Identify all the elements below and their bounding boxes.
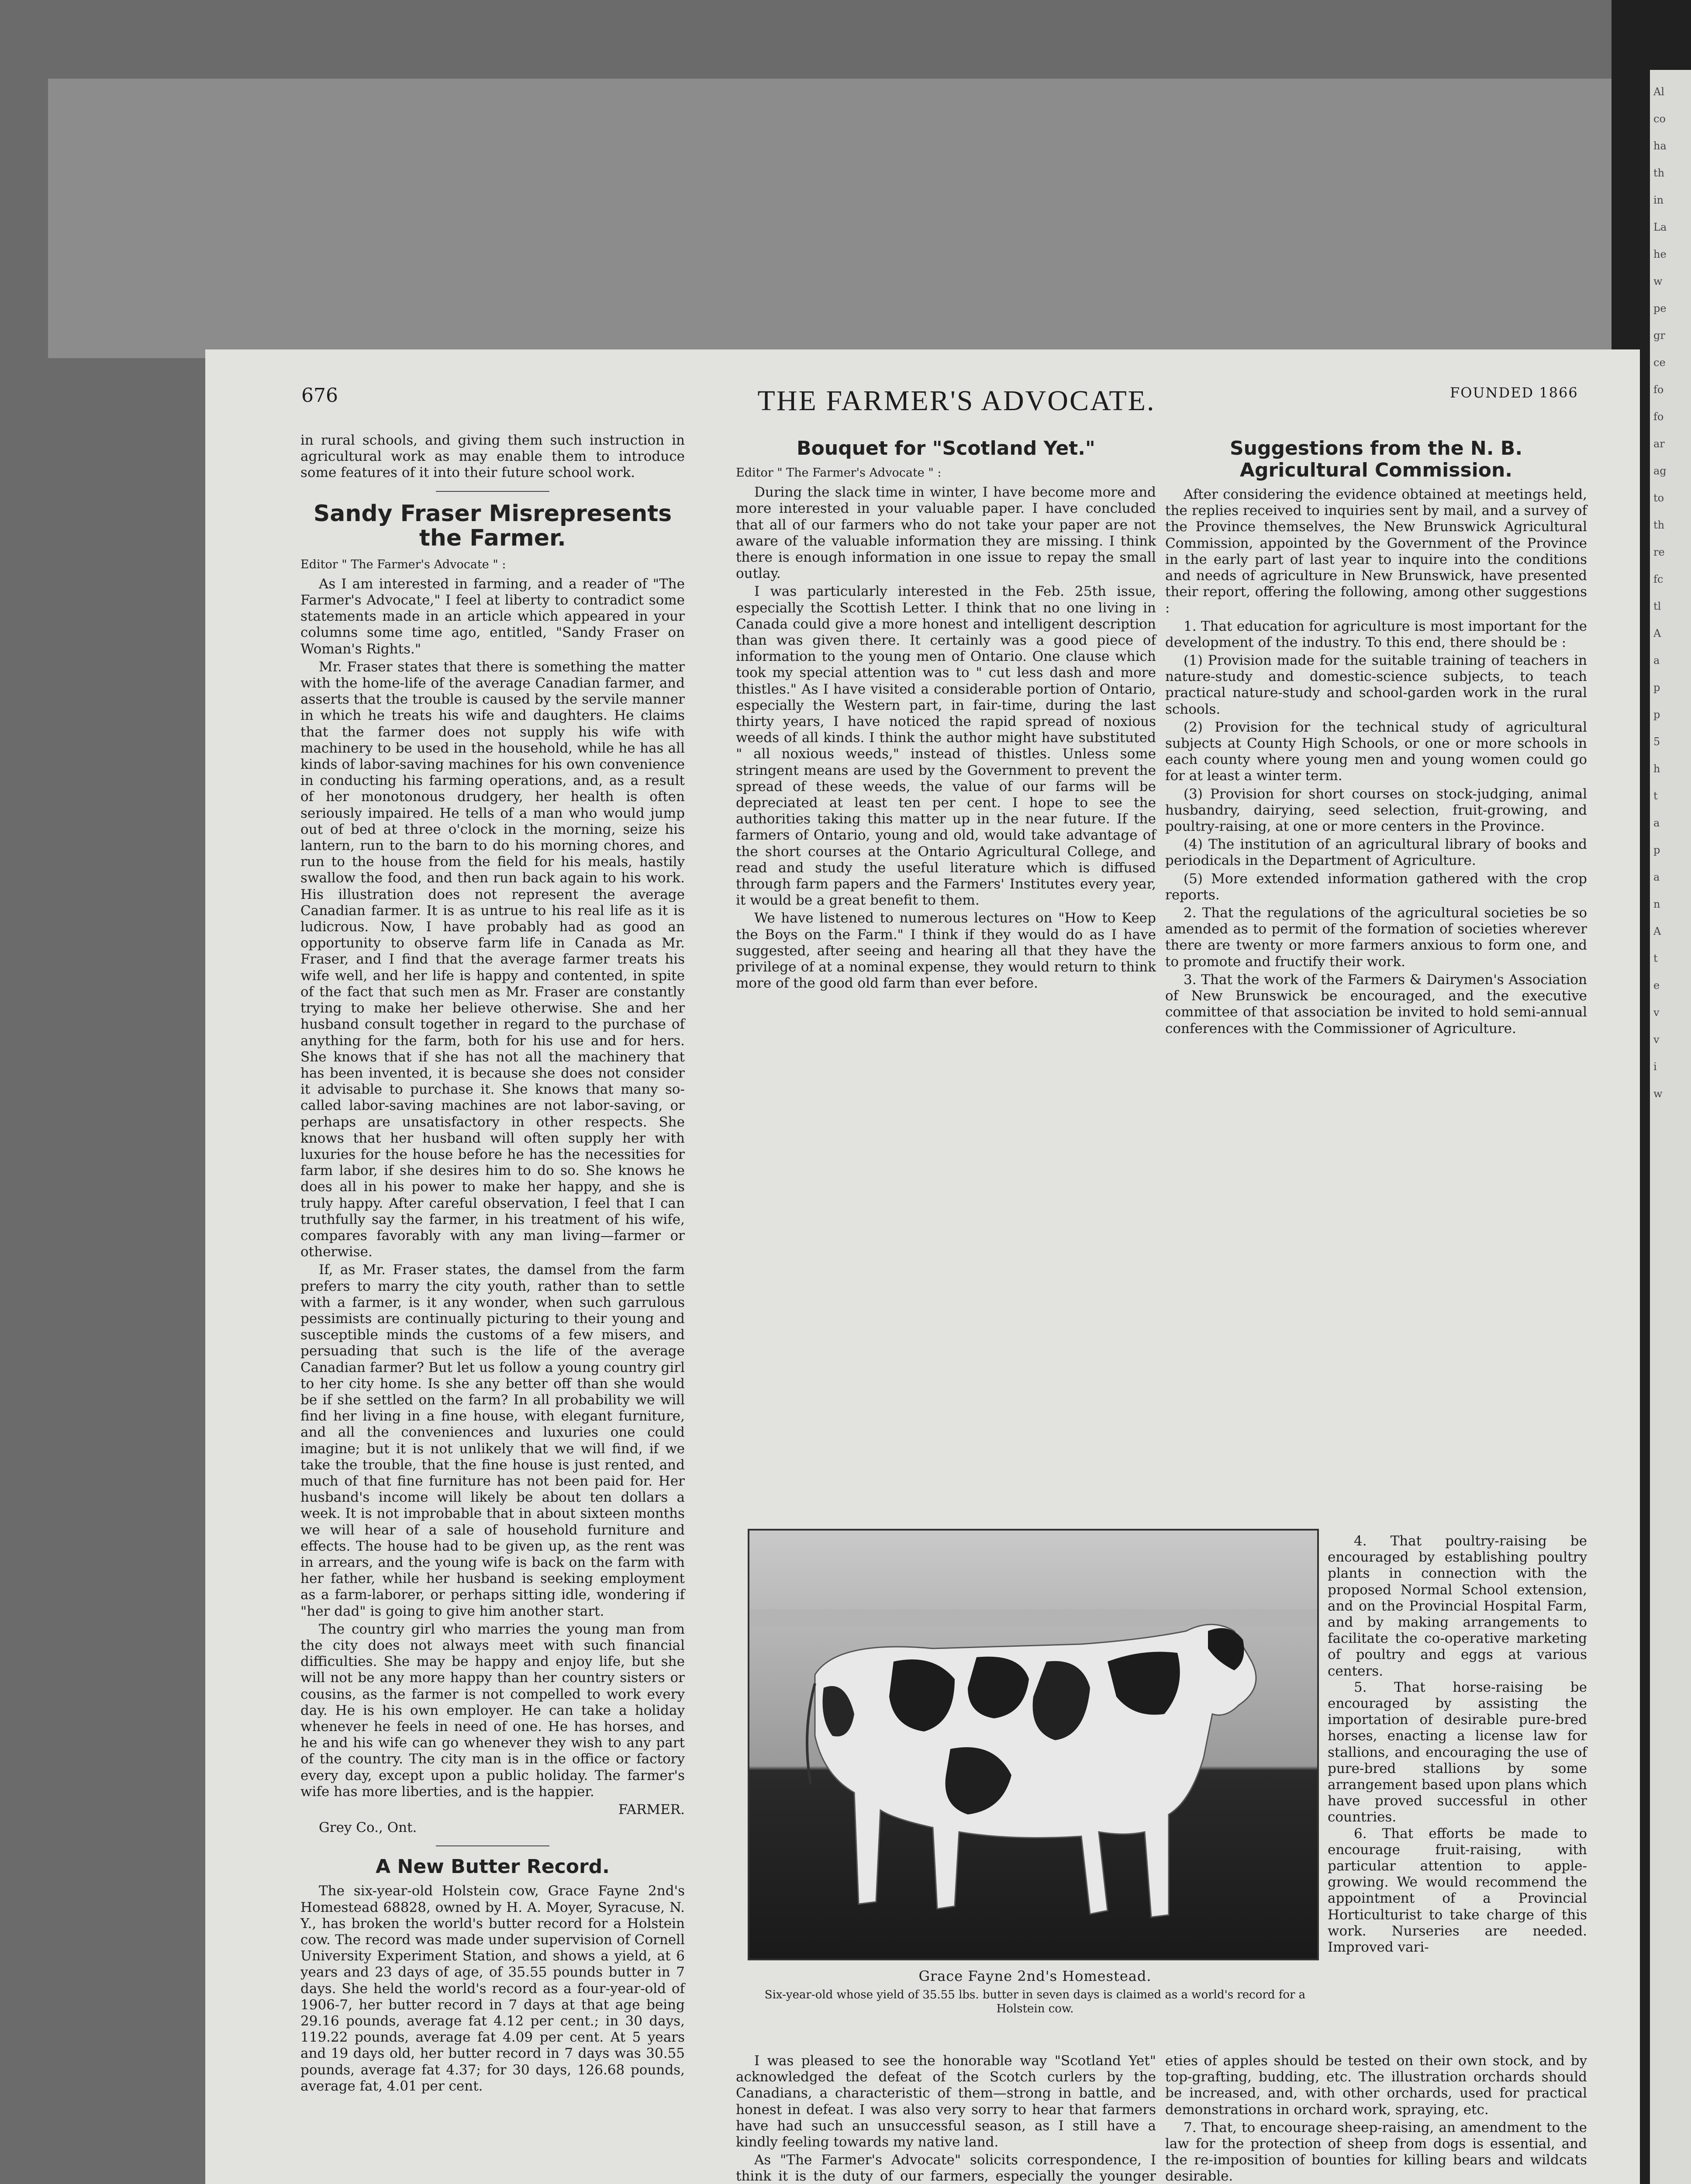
next-page-fragment: fo <box>1653 411 1664 423</box>
next-page-fragment: w <box>1653 275 1663 287</box>
article-paragraph: 7. That, to encourage sheep-raising, an amendment to the law for the protection of sheep from dogs is essential, and the re-imposition of bounties for killing bears and wildcats desirable. <box>1165 2119 1587 2184</box>
next-page-fragment: i <box>1653 1061 1657 1073</box>
article-headline: Bouquet for "Scotland Yet." <box>797 437 1095 460</box>
next-page-fragment: th <box>1653 167 1665 179</box>
article-paragraph: (5) More extended information gathered with the crop reports. <box>1165 871 1587 903</box>
next-page-fragment: A <box>1653 627 1661 639</box>
founded-date: FOUNDED 1866 <box>1450 384 1578 401</box>
next-page-fragment: t <box>1653 952 1658 964</box>
next-page-fragment: n <box>1653 898 1660 910</box>
article-paragraph: The six-year-old Holstein cow, Grace Fayne 2nd's Homestead 68828, owned by H. A. Moyer, Syracuse, N. Y., has broken the world's butter record for a Holstein cow. The record was made under supervision of Cornell University Experiment Station, and shows a yield, at 6 years and 23 days of age, of 35.55 pounds butter in 7 days. She held the world's record as a four-year-old of 1906-7, her butter record in 7 days at that age being 29.16 pounds, average fat 4.12 per cent.; in 30 days, 119.22 pounds, average fat 4.09 per cent. At 5 years and 19 days old, her butter record in 7 days was 30.55 pounds, average fat 4.37; for 30 days, 126.68 pounds, average fat, 4.01 per cent. <box>300 1883 685 2094</box>
article-paragraph: (1) Provision made for the suitable training of teachers in nature-study and domestic-science subjects, to teach practical nature-study and school-garden work in the rural schools. <box>1165 653 1587 717</box>
article-paragraph: I was pleased to see the honorable way "Scotland Yet" acknowledged the defeat of the Scotch curlers by the Canadians, a characteristic of them—strong in battle, and honest in defeat. I was also very sorry to hear that farmers have had such an unsuccessful season, as I still have a kindly feeling towards my native land. <box>736 2053 1156 2150</box>
article-paragraph: 6. That efforts be made to encourage fruit-raising, with particular attention to apple-growing. We would recommend the appointment of a Provincial Horticulturist to take charge of this work. Nurseries are needed. Improved vari- <box>1328 1825 1587 1956</box>
article-paragraph: 4. That poultry-raising be encouraged by establishing poultry plants in connection with the proposed Normal School extension, and on the Provincial Hospital Farm, and by making arrangements to facilitate the co-operative marketing of poultry and eggs at various centers. <box>1328 1533 1587 1679</box>
next-page-fragment: co <box>1653 113 1666 125</box>
article-paragraph: The country girl who marries the young man from the city does not always meet with such financial difficulties. She may be happy and enjoy life, but she will not be any more happy than her country sisters or cousins, as the farmer is not compelled to work every day. He is his own employer. He can take a holiday whenever he feels in need of one. He has horses, and he and his wife can go whenever they wish to any part of the country. The city man is in the office or factory every day, except upon a public holiday. The farmer's wife has more liberties, and is the happier. <box>300 1621 685 1800</box>
next-page-fragment: h <box>1653 763 1660 775</box>
article-paragraph: eties of apples should be tested on their own stock, and by top-grafting, budding, etc. The illustration orchards should be increased, and, with other orchards, used for practical demonstrations in orchard work, spraying, etc. <box>1165 2053 1587 2118</box>
column-3-lower <box>1165 2053 1587 2184</box>
scan-margin-top <box>48 79 1646 358</box>
next-page-fragment: p <box>1653 708 1660 721</box>
article-headline: A New Butter Record. <box>376 1856 610 1878</box>
next-page-fragment: a <box>1653 654 1660 667</box>
next-page-fragment: v <box>1653 1006 1660 1019</box>
next-page-fragment: pe <box>1653 302 1667 314</box>
next-page-fragment: re <box>1653 546 1665 558</box>
next-page-fragment: ar <box>1653 438 1665 450</box>
next-page-fragment: he <box>1653 248 1667 260</box>
holstein-cow-photo <box>748 1529 1319 1960</box>
next-page-fragment: v <box>1653 1033 1660 1046</box>
article-paragraph: After considering the evidence obtained at meetings held, the replies received to inquiries sent by mail, and a survey of the Province themselves, the New Brunswick Agricultural Commission, appointed by the Government of the Province in the early part of last year to inquire into the conditions and needs of agriculture in New Brunswick, have presented their report, offering the following, among other suggestions : <box>1165 487 1587 616</box>
article-paragraph: (4) The institution of an agricultural library of books and periodicals in the Department of Agriculture. <box>1165 836 1587 869</box>
photo-caption <box>745 1968 1325 2016</box>
next-page-fragment: a <box>1653 871 1660 883</box>
next-page-fragment: gr <box>1653 329 1665 342</box>
next-page-fragment: A <box>1653 925 1661 937</box>
next-page-fragment: Al <box>1653 86 1665 98</box>
masthead-title: THE FARMER'S ADVOCATE. <box>757 385 1156 417</box>
next-page-fragment: 5 <box>1653 736 1660 748</box>
article-signature: FARMER. <box>618 1802 685 1818</box>
next-page-fragment: fc <box>1653 573 1663 585</box>
article-paragraph: I was particularly interested in the Feb. 25th issue, especially the Scottish Letter. I think that no one living in Canada could give a more honest and intelligent description than was given there. It certainly was a good piece of information to the young men of Ontario. One clause which took my special attention was to " cut less dash and more thistles." As I have visited a considerable portion of Ontario, especially the Western part, in fair-time, during the last thirty years, I have noticed the rapid spread of noxious weeds of all kinds. I think the author might have substituted " all noxious weeds," instead of thistles. Unless some stringent means are used by the Government to prevent the spread of these weeds, the value of our farms will be depreciated at least ten per cent. I hope to see the authorities taking this matter up in the near future. If the farmers of Ontario, young and old, would take advantage of the short courses at the Ontario Agricultural College, and read and study the useful literature which is diffused through farm papers and the Farmers' Institutes every year, it would be a great benefit to them. <box>736 584 1156 909</box>
article-headline: Sandy Fraser Misrepresents the Farmer. <box>313 500 672 551</box>
caption-title: Grace Fayne 2nd's Homestead. <box>918 1968 1152 1984</box>
editor-salutation: Editor " The Farmer's Advocate " : <box>300 557 506 571</box>
divider <box>436 491 549 492</box>
next-page-fragment: ha <box>1653 140 1667 152</box>
article-paragraph: 2. That the regulations of the agricultural societies be so amended as to permit of the formation of societies wherever there are twenty or more farmers anxious to form one, and to promote and fructify their work. <box>1165 905 1587 970</box>
next-page-fragment: w <box>1653 1088 1663 1100</box>
next-page-fragment: th <box>1653 519 1665 531</box>
caption-subtitle: Six-year-old whose yield of 35.55 lbs. butter in seven days is claimed as a world's record for a Holstein cow. <box>764 1988 1306 2015</box>
article-location: Grey Co., Ont. <box>319 1820 417 1836</box>
next-page-fragment: tl <box>1653 600 1661 612</box>
article-paragraph: (3) Provision for short courses on stock-judging, animal husbandry, dairying, seed selection, fruit-growing, and poultry-raising, at one or more centers in the Province. <box>1165 786 1587 835</box>
divider <box>436 1845 549 1846</box>
next-page-fragment: t <box>1653 790 1658 802</box>
article-paragraph: If, as Mr. Fraser states, the damsel from the farm prefers to marry the city youth, rather than to settle with a farmer, is it any wonder, when such garrulous pessimists are continually picturing to their young and susceptible minds the customs of a few misers, and persuading that such is the life of the average Canadian farmer? But let us follow a young country girl to her city home. Is she any better off than she would be if she settled on the farm? In all probability we will find her living in a fine house, with elegant furniture, and all the conveniences and luxuries one could imagine; but it is not unlikely that we will find, if we take the trouble, that the fine house is just rented, and much of that fine furniture has not been paid for. Her husband's income will likely be about ten dollars a week. It is not improbable that in about sixteen months we will hear of a sale of household furniture and effects. The house had to be given up, as the rent was in arrears, and the young wife is back on the farm with her father, while her husband is seeking employment as a farm-laborer, or perhaps sitting idle, wondering if "her dad" is going to give him another start. <box>300 1262 685 1619</box>
editor-salutation: Editor " The Farmer's Advocate " : <box>736 466 942 480</box>
column-2-lower <box>736 2053 1156 2184</box>
next-page-fragment: La <box>1653 221 1667 233</box>
article-paragraph: 3. That the work of the Farmers & Dairymen's Association of New Brunswick be encouraged, and the executive committee of that association be invited to hold semi-annual conferences with the Commissioner of Agriculture. <box>1165 971 1587 1037</box>
next-page-edge <box>1650 70 1691 2184</box>
page-number: 676 <box>301 384 338 407</box>
column-2 <box>736 432 1156 994</box>
article-paragraph: 5. That horse-raising be encouraged by assisting the importation of desirable pure-bred horses, enacting a license law for stallions, and encouraging the use of pure-bred stallions by some arrangement based upon plans which have proved successful in other countries. <box>1328 1679 1587 1825</box>
next-page-fragment: ag <box>1653 465 1667 477</box>
next-page-fragment: p <box>1653 844 1660 856</box>
next-page-fragment: p <box>1653 681 1660 694</box>
article-paragraph: 1. That education for agriculture is most important for the development of the industry. To this end, there should be : <box>1165 618 1587 650</box>
next-page-fragment: fo <box>1653 384 1664 396</box>
article-paragraph: During the slack time in winter, I have become more and more interested in your valuable paper. I have concluded that all of our farmers who do not take your paper are not aware of the valuable information they are missing. I think there is enough information in one issue to repay the small outlay. <box>736 484 1156 582</box>
column-3-wrap <box>1328 1533 1587 1956</box>
article-paragraph: Mr. Fraser states that there is something the matter with the home-life of the average Canadian farmer, and asserts that the trouble is caused by the servile manner in which he treats his wife and daughters. He claims that the farmer does not supply his wife with machinery to be used in the household, while he has all kinds of labor-saving machines for his own convenience in conducting his farming operations, and, as a result of her monotonous drudgery, her health is often seriously impaired. He tells of a man who would jump out of bed at three o'clock in the morning, seize his lantern, run to the barn to do his morning chores, and run to the house from the field for his meals, hastily swallow the food, and then run back again to his work. His illustration does not represent the average Canadian farmer. It is as untrue to his real life as it is ludicrous. Now, I have probably had as good an opportunity to observe farm life in Canada as Mr. Fraser, and I find that the average farmer treats his wife well, and her life is happy and contented, in spite of the fact that such men as Mr. Fraser are constantly trying to make her believe otherwise. She and her husband consult together in regard to the purchase of anything for the farm, both for his use and for hers. She knows that if she has not all the machinery that has been invented, it is because she does not consider it advisable to purchase it. She knows that many so-called labor-saving machines are not labor-saving, or perhaps are unsatisfactory in other respects. She knows that her husband will often supply her with luxuries for the house before he has the necessities for farm labor, if she desires him to do so. She knows he does all in his power to make her happy, and she is truly happy. After careful observation, I feel that I can truthfully say the farmer, in his treatment of his wife, compares favorably with any man living—farmer or otherwise. <box>300 659 685 1260</box>
article-paragraph: We have listened to numerous lectures on "How to Keep the Boys on the Farm." I think if they would do as I have suggested, after seeing and hearing all that they have the privilege of at a nominal expense, they would return to think more of the good old farm than ever before. <box>736 910 1156 992</box>
intro-paragraph: in rural schools, and giving them such instruction in agricultural work as may enable them to introduce some features of it into their future school work. <box>300 432 685 481</box>
next-page-fragment: ce <box>1653 356 1666 369</box>
next-page-fragment: a <box>1653 817 1660 829</box>
column-1 <box>300 432 685 2096</box>
next-page-fragment: e <box>1653 979 1660 992</box>
next-page-fragment: to <box>1653 492 1664 504</box>
article-paragraph: As I am interested in farming, and a reader of "The Farmer's Advocate," I feel at liberty to contradict some statements made in an article which appeared in your columns some time ago, entitled, "Sandy Fraser on Woman's Rights." <box>300 576 685 657</box>
column-3 <box>1165 432 1587 1039</box>
article-paragraph: As "The Farmer's Advocate" solicits correspondence, I think it is the duty of our farmers, especially the younger <box>736 2152 1156 2184</box>
article-paragraph: (2) Provision for the technical study of agricultural subjects at County High Schools, or one or more schools in each county where young men and young women could go for at least a winter term. <box>1165 719 1587 784</box>
next-page-fragment: in <box>1653 194 1664 206</box>
article-headline: Suggestions from the N. B. Agricultural Commission. <box>1229 437 1523 481</box>
